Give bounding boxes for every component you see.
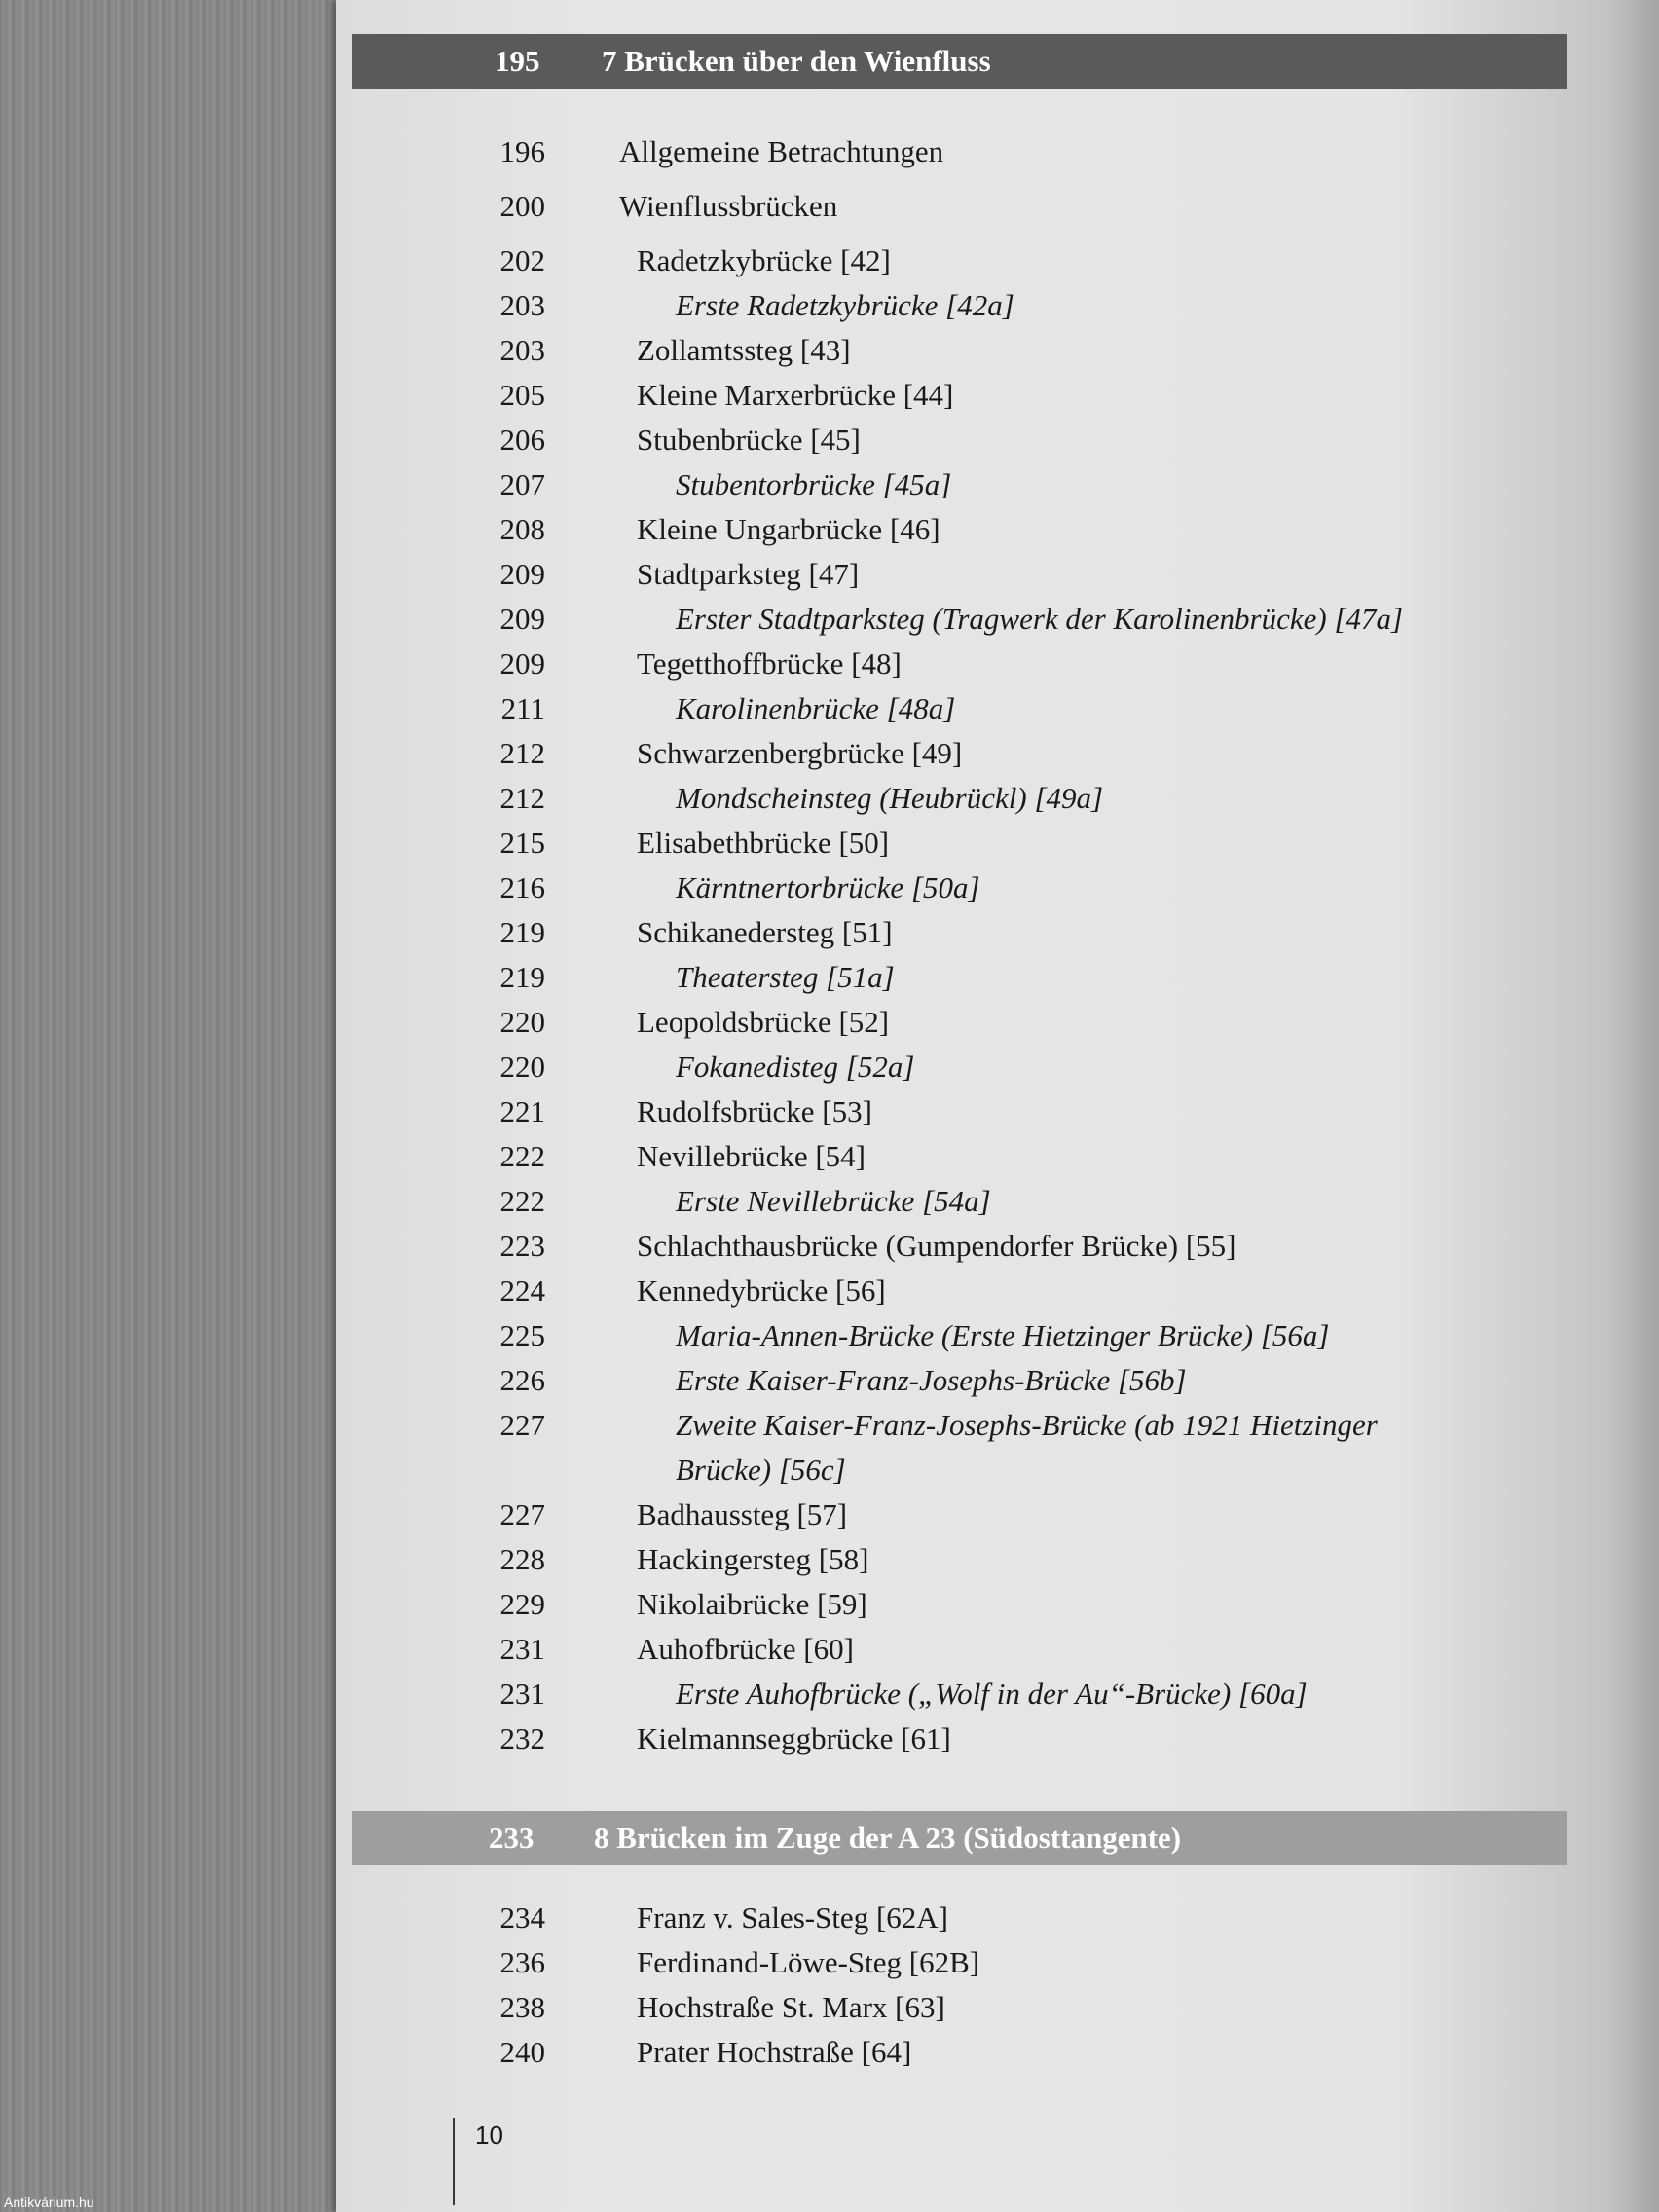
footer-rule bbox=[453, 2118, 455, 2205]
toc-label: Stubentorbrücke [45a] bbox=[676, 467, 952, 501]
toc-label: Ferdinand-Löwe-Steg [62B] bbox=[637, 1945, 980, 1979]
toc-label: Schlachthausbrücke (Gumpendorfer Brücke) [55] bbox=[637, 1229, 1236, 1263]
watermark: Antikvárium.hu bbox=[4, 2194, 94, 2210]
toc-label: Wienflussbrücken bbox=[619, 189, 838, 223]
toc-label: Erste Nevillebrücke [54a] bbox=[676, 1184, 991, 1218]
toc-page: 212 bbox=[499, 736, 545, 770]
toc-page: 234 bbox=[499, 1900, 545, 1935]
toc-page: 240 bbox=[499, 2035, 545, 2069]
toc-label: Badhaussteg [57] bbox=[637, 1497, 848, 1531]
toc-label: Leopoldsbrücke [52] bbox=[637, 1005, 890, 1039]
toc-page: 209 bbox=[499, 646, 545, 681]
toc-label: Erster Stadtparksteg (Tragwerk der Karolinenbrücke) [47a] bbox=[676, 602, 1404, 636]
toc-page: 231 bbox=[499, 1677, 545, 1711]
toc-label: Schwarzenbergbrücke [49] bbox=[637, 736, 963, 770]
toc-page: 209 bbox=[499, 602, 545, 636]
toc-label: Auhofbrücke [60] bbox=[637, 1632, 854, 1666]
toc-label: Kleine Marxerbrücke [44] bbox=[637, 378, 954, 412]
toc-label: Rudolfsbrücke [53] bbox=[637, 1094, 872, 1128]
toc-label: Schikanedersteg [51] bbox=[637, 915, 893, 949]
toc-page: 202 bbox=[499, 243, 545, 277]
toc-page: 219 bbox=[499, 915, 545, 949]
toc-label: Elisabethbrücke [50] bbox=[637, 826, 890, 860]
toc-page: 231 bbox=[499, 1632, 545, 1666]
toc-page: 208 bbox=[499, 512, 545, 546]
toc-label: Kielmannseggbrücke [61] bbox=[637, 1721, 951, 1755]
toc-page: 203 bbox=[499, 288, 545, 322]
section-title: 8 Brücken im Zuge der A 23 (Südosttangente) bbox=[594, 1821, 1182, 1855]
toc-page: 207 bbox=[499, 467, 545, 501]
toc-label: Hackingersteg [58] bbox=[637, 1542, 869, 1576]
toc-label: Franz v. Sales-Steg [62A] bbox=[637, 1900, 948, 1935]
toc-page: 219 bbox=[499, 960, 545, 994]
toc-label: Erste Radetzkybrücke [42a] bbox=[676, 288, 1014, 322]
toc-page: 223 bbox=[499, 1229, 545, 1263]
toc-label: Karolinenbrücke [48a] bbox=[676, 691, 956, 725]
toc-label: Zweite Kaiser-Franz-Josephs-Brücke (ab 1921 Hietzinger bbox=[676, 1408, 1378, 1442]
toc-page: 227 bbox=[499, 1408, 545, 1442]
toc-label: Fokanedisteg [52a] bbox=[676, 1050, 915, 1084]
toc-page: 211 bbox=[500, 691, 545, 725]
toc-label: Radetzkybrücke [42] bbox=[637, 243, 891, 277]
toc-label: Mondscheinsteg (Heubrückl) [49a] bbox=[676, 781, 1104, 815]
toc-page: 238 bbox=[499, 1990, 545, 2024]
page-number: 10 bbox=[475, 2120, 503, 2150]
toc-page: 203 bbox=[499, 333, 545, 367]
toc-label: Zollamtssteg [43] bbox=[637, 333, 851, 367]
toc-page: 225 bbox=[499, 1318, 545, 1352]
section-page-number: 195 bbox=[495, 44, 540, 78]
toc-label: Tegetthoffbrücke [48] bbox=[637, 646, 902, 681]
toc-label: Nevillebrücke [54] bbox=[637, 1139, 866, 1173]
toc-page: 220 bbox=[499, 1005, 545, 1039]
toc-label: Stadtparksteg [47] bbox=[637, 557, 860, 591]
toc-page: 222 bbox=[499, 1139, 545, 1173]
toc-label-continuation: Brücke) [56c] bbox=[676, 1453, 846, 1487]
toc-page: 229 bbox=[499, 1587, 545, 1621]
toc-label: Hochstraße St. Marx [63] bbox=[637, 1990, 945, 2024]
toc-page: 200 bbox=[499, 189, 545, 223]
toc-page: 232 bbox=[499, 1721, 545, 1755]
toc-page: 220 bbox=[499, 1050, 545, 1084]
toc-page: 224 bbox=[499, 1273, 545, 1308]
toc-label: Theatersteg [51a] bbox=[676, 960, 895, 994]
toc-label: Allgemeine Betrachtungen bbox=[619, 134, 944, 168]
toc-label: Kennedybrücke [56] bbox=[637, 1273, 886, 1308]
toc-page: 228 bbox=[499, 1542, 545, 1576]
toc-label: Stubenbrücke [45] bbox=[637, 423, 861, 457]
toc-page: 227 bbox=[499, 1497, 545, 1531]
section-page-number: 233 bbox=[489, 1821, 535, 1855]
toc-label: Maria-Annen-Brücke (Erste Hietzinger Brücke) [56a] bbox=[676, 1318, 1330, 1352]
toc-page: 222 bbox=[499, 1184, 545, 1218]
toc-page: 206 bbox=[499, 423, 545, 457]
toc-label: Kärntnertorbrücke [50a] bbox=[676, 870, 980, 904]
toc-label: Kleine Ungarbrücke [46] bbox=[637, 512, 940, 546]
toc-label: Nikolaibrücke [59] bbox=[637, 1587, 867, 1621]
toc-page: 205 bbox=[499, 378, 545, 412]
toc-page: 226 bbox=[499, 1363, 545, 1397]
toc-page: 236 bbox=[499, 1945, 545, 1979]
toc-page: 212 bbox=[499, 781, 545, 815]
toc-page: 196 bbox=[499, 134, 545, 168]
section-title: 7 Brücken über den Wienfluss bbox=[602, 44, 991, 78]
toc-page: 209 bbox=[499, 557, 545, 591]
toc-label: Prater Hochstraße [64] bbox=[637, 2035, 912, 2069]
toc-page: 221 bbox=[499, 1094, 545, 1128]
toc-label: Erste Auhofbrücke („Wolf in der Au“-Brücke) [60a] bbox=[676, 1677, 1308, 1711]
toc-page: 215 bbox=[499, 826, 545, 860]
toc-page: 216 bbox=[499, 870, 545, 904]
toc-label: Erste Kaiser-Franz-Josephs-Brücke [56b] bbox=[676, 1363, 1187, 1397]
